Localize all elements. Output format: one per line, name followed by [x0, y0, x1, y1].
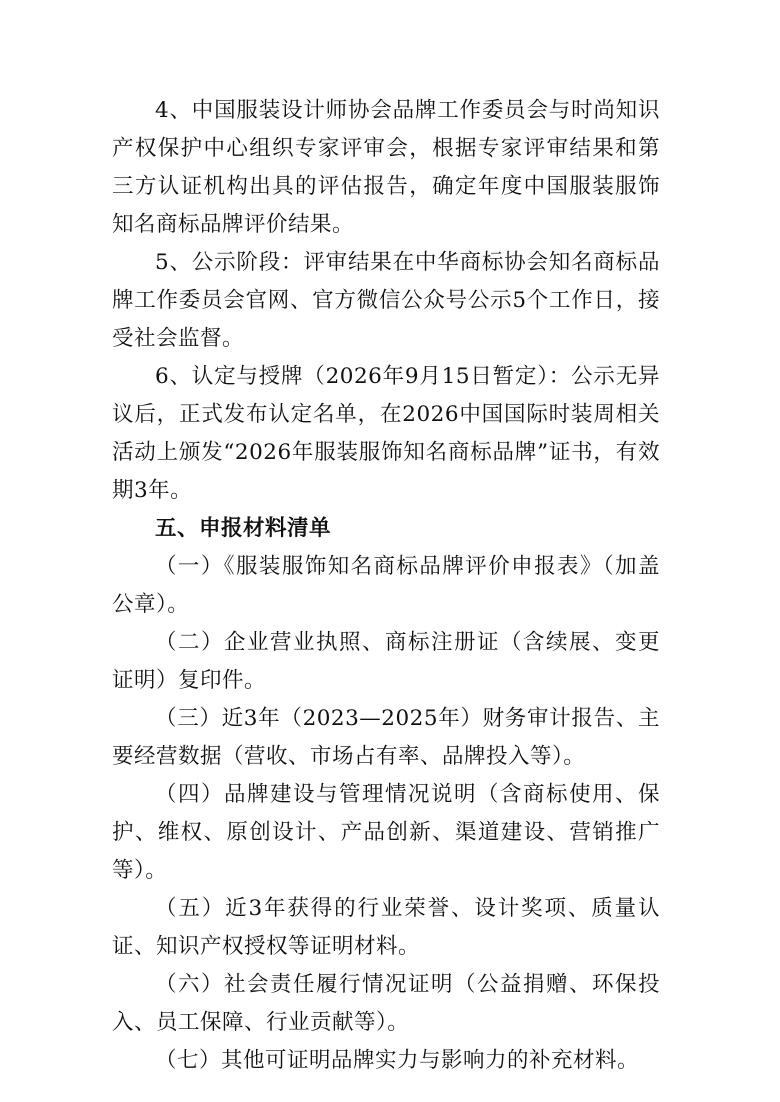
paragraph-step-4: 4、中国服装设计师协会品牌工作委员会与时尚知识产权保护中心组织专家评审会，根据专家评审结果和第三方认证机构出具的评估报告，确定年度中国服装服饰知名商标品牌评价结果。: [112, 98, 660, 237]
material-item-3: （三）近3年（2023—2025年）财务审计报告、主要经营数据（营收、市场占有率、品牌投入等）。: [112, 706, 660, 769]
paragraph-step-5: 5、公示阶段：评审结果在中华商标协会知名商标品牌工作委员会官网、官方微信公众号公示5个工作日，接受社会监督。: [112, 250, 660, 351]
material-item-7: （七）其他可证明品牌实力与影响力的补充材料。: [155, 1048, 640, 1073]
material-item-4: （四）品牌建设与管理情况说明（含商标使用、保护、维权、原创设计、产品创新、渠道建设、营销推广等）。: [112, 782, 660, 883]
material-item-6: （六）社会责任履行情况证明（公益捐赠、环保投入、员工保障、行业贡献等）。: [112, 972, 660, 1035]
material-item-5: （五）近3年获得的行业荣誉、设计奖项、质量认证、知识产权授权等证明材料。: [112, 896, 660, 959]
material-item-1: （一）《服装服饰知名商标品牌评价申报表》（加盖公章）。: [112, 554, 660, 617]
material-item-2: （二）企业营业执照、商标注册证（含续展、变更证明）复印件。: [112, 630, 660, 693]
section-heading-materials: 五、申报材料清单: [155, 516, 332, 541]
document-body: [112, 92, 660, 1080]
paragraph-step-6: 6、认定与授牌（2026年9月15日暂定）：公示无异议后，正式发布认定名单，在2026中国国际时装周相关活动上颁发“2026年服装服饰知名商标品牌”证书，有效期3年。: [112, 364, 660, 503]
